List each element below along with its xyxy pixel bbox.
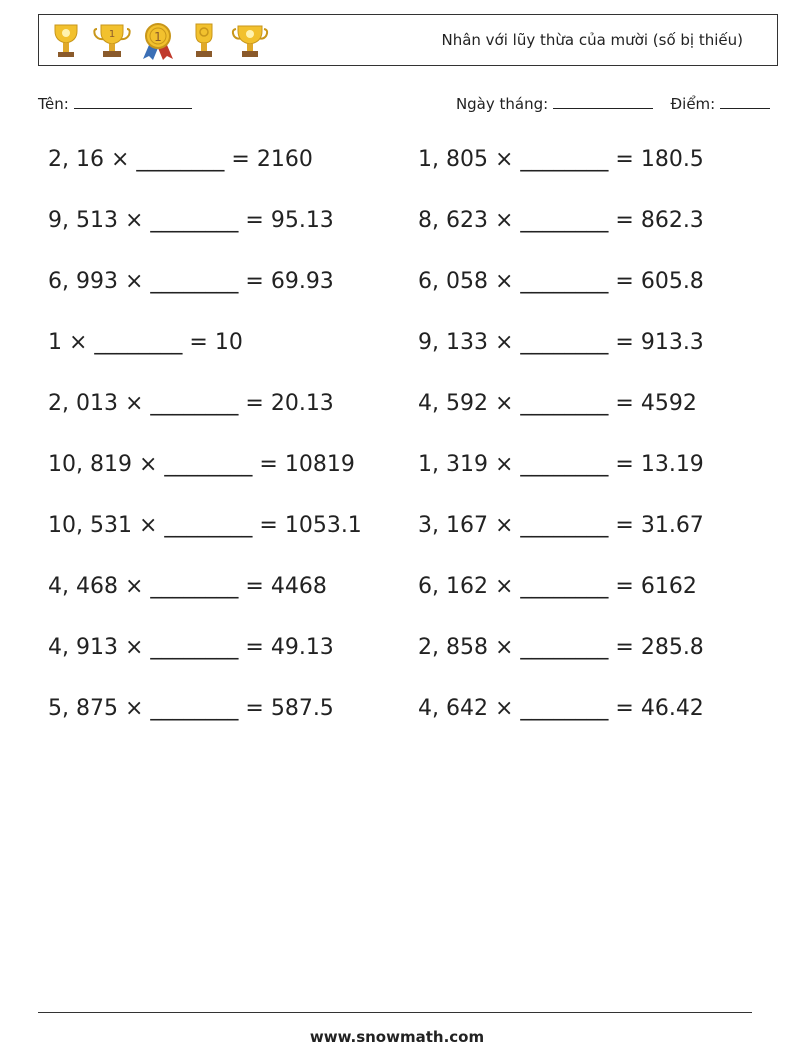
problem-factor: 4, 468 ×: [48, 574, 151, 599]
trophy-icon: [47, 21, 85, 61]
score-label: Điểm:: [670, 95, 716, 113]
answer-blank[interactable]: ________: [520, 635, 609, 660]
problem-left-5: [48, 391, 334, 416]
medal-number-one-icon: [139, 21, 177, 61]
problem-factor: 3, 167 ×: [418, 513, 521, 538]
answer-blank[interactable]: ________: [150, 574, 239, 599]
problem-right-2: [418, 208, 704, 233]
problem-factor: 9, 513 ×: [48, 208, 151, 233]
name-field: [38, 94, 192, 113]
score-blank[interactable]: [720, 94, 770, 109]
problem-result: = 6162: [608, 574, 697, 599]
name-blank[interactable]: [74, 94, 192, 109]
problem-left-1: [48, 147, 313, 172]
worksheet-title: Nhân với lũy thừa của mười (số bị thiếu): [441, 31, 743, 49]
problem-right-1: [418, 147, 704, 172]
answer-blank[interactable]: ________: [150, 391, 239, 416]
problem-factor: 1, 805 ×: [418, 147, 521, 172]
answer-blank[interactable]: ________: [520, 452, 609, 477]
problem-factor: 10, 819 ×: [48, 452, 165, 477]
icon-strip: [47, 21, 269, 61]
worksheet-header: [38, 14, 778, 66]
problem-result: = 862.3: [608, 208, 704, 233]
problem-left-6: [48, 452, 355, 477]
problem-left-8: [48, 574, 327, 599]
trophy-number-one-icon: [93, 21, 131, 61]
answer-blank[interactable]: ________: [136, 147, 225, 172]
name-label: Tên:: [38, 95, 69, 113]
problem-result: = 95.13: [238, 208, 334, 233]
problem-right-7: [418, 513, 704, 538]
problem-right-3: [418, 269, 704, 294]
problem-result: = 20.13: [238, 391, 334, 416]
problem-factor: 4, 642 ×: [418, 696, 521, 721]
problem-right-5: [418, 391, 697, 416]
problem-right-8: [418, 574, 697, 599]
problem-result: = 4592: [608, 391, 697, 416]
problem-result: = 10: [182, 330, 243, 355]
problem-factor: 5, 875 ×: [48, 696, 151, 721]
answer-blank[interactable]: ________: [150, 208, 239, 233]
problem-result: = 587.5: [238, 696, 334, 721]
answer-blank[interactable]: ________: [150, 635, 239, 660]
svg-text:1: 1: [108, 29, 116, 40]
answer-blank[interactable]: ________: [150, 696, 239, 721]
answer-blank[interactable]: ________: [520, 696, 609, 721]
answer-blank[interactable]: ________: [520, 269, 609, 294]
problem-right-4: [418, 330, 704, 355]
footer-site: www.snowmath.com: [309, 1028, 485, 1046]
answer-blank[interactable]: ________: [164, 513, 253, 538]
problem-result: = 46.42: [608, 696, 704, 721]
answer-blank[interactable]: ________: [94, 330, 183, 355]
problem-factor: 1 ×: [48, 330, 95, 355]
problem-left-4: [48, 330, 243, 355]
problem-result: = 1053.1: [252, 513, 362, 538]
problem-factor: 1, 319 ×: [418, 452, 521, 477]
problem-factor: 6, 058 ×: [418, 269, 521, 294]
problem-factor: 8, 623 ×: [418, 208, 521, 233]
problem-factor: 10, 531 ×: [48, 513, 165, 538]
date-label: Ngày tháng:: [455, 95, 549, 113]
problem-result: = 2160: [224, 147, 313, 172]
problem-right-6: [418, 452, 704, 477]
problem-factor: 6, 162 ×: [418, 574, 521, 599]
problem-result: = 31.67: [608, 513, 704, 538]
trophy-tall-icon: [185, 21, 223, 61]
problem-right-9: [418, 635, 704, 660]
answer-blank[interactable]: ________: [520, 513, 609, 538]
problem-factor: 2, 16 ×: [48, 147, 137, 172]
date-blank[interactable]: [553, 94, 653, 109]
problem-result: = 913.3: [608, 330, 704, 355]
problem-factor: 6, 993 ×: [48, 269, 151, 294]
problem-left-2: [48, 208, 334, 233]
problem-left-7: [48, 513, 362, 538]
problem-left-10: [48, 696, 334, 721]
answer-blank[interactable]: ________: [150, 269, 239, 294]
answer-blank[interactable]: ________: [520, 208, 609, 233]
problem-left-9: [48, 635, 334, 660]
problem-factor: 2, 858 ×: [418, 635, 521, 660]
problem-factor: 9, 133 ×: [418, 330, 521, 355]
footer-divider: [38, 1012, 752, 1013]
problem-result: = 605.8: [608, 269, 704, 294]
trophy-wide-icon: [231, 21, 269, 61]
problem-result: = 10819: [252, 452, 355, 477]
problem-factor: 4, 913 ×: [48, 635, 151, 660]
problem-factor: 4, 592 ×: [418, 391, 521, 416]
problem-factor: 2, 013 ×: [48, 391, 151, 416]
answer-blank[interactable]: ________: [164, 452, 253, 477]
problem-result: = 180.5: [608, 147, 704, 172]
answer-blank[interactable]: ________: [520, 574, 609, 599]
problem-result: = 13.19: [608, 452, 704, 477]
answer-blank[interactable]: ________: [520, 147, 609, 172]
problem-result: = 285.8: [608, 635, 704, 660]
answer-blank[interactable]: ________: [520, 330, 609, 355]
answer-blank[interactable]: ________: [520, 391, 609, 416]
problem-right-10: [418, 696, 704, 721]
problem-result: = 49.13: [238, 635, 334, 660]
problem-result: = 69.93: [238, 269, 334, 294]
problem-result: = 4468: [238, 574, 327, 599]
problem-left-3: [48, 269, 334, 294]
date-score-fields: [456, 94, 770, 113]
svg-text:1: 1: [154, 30, 162, 44]
